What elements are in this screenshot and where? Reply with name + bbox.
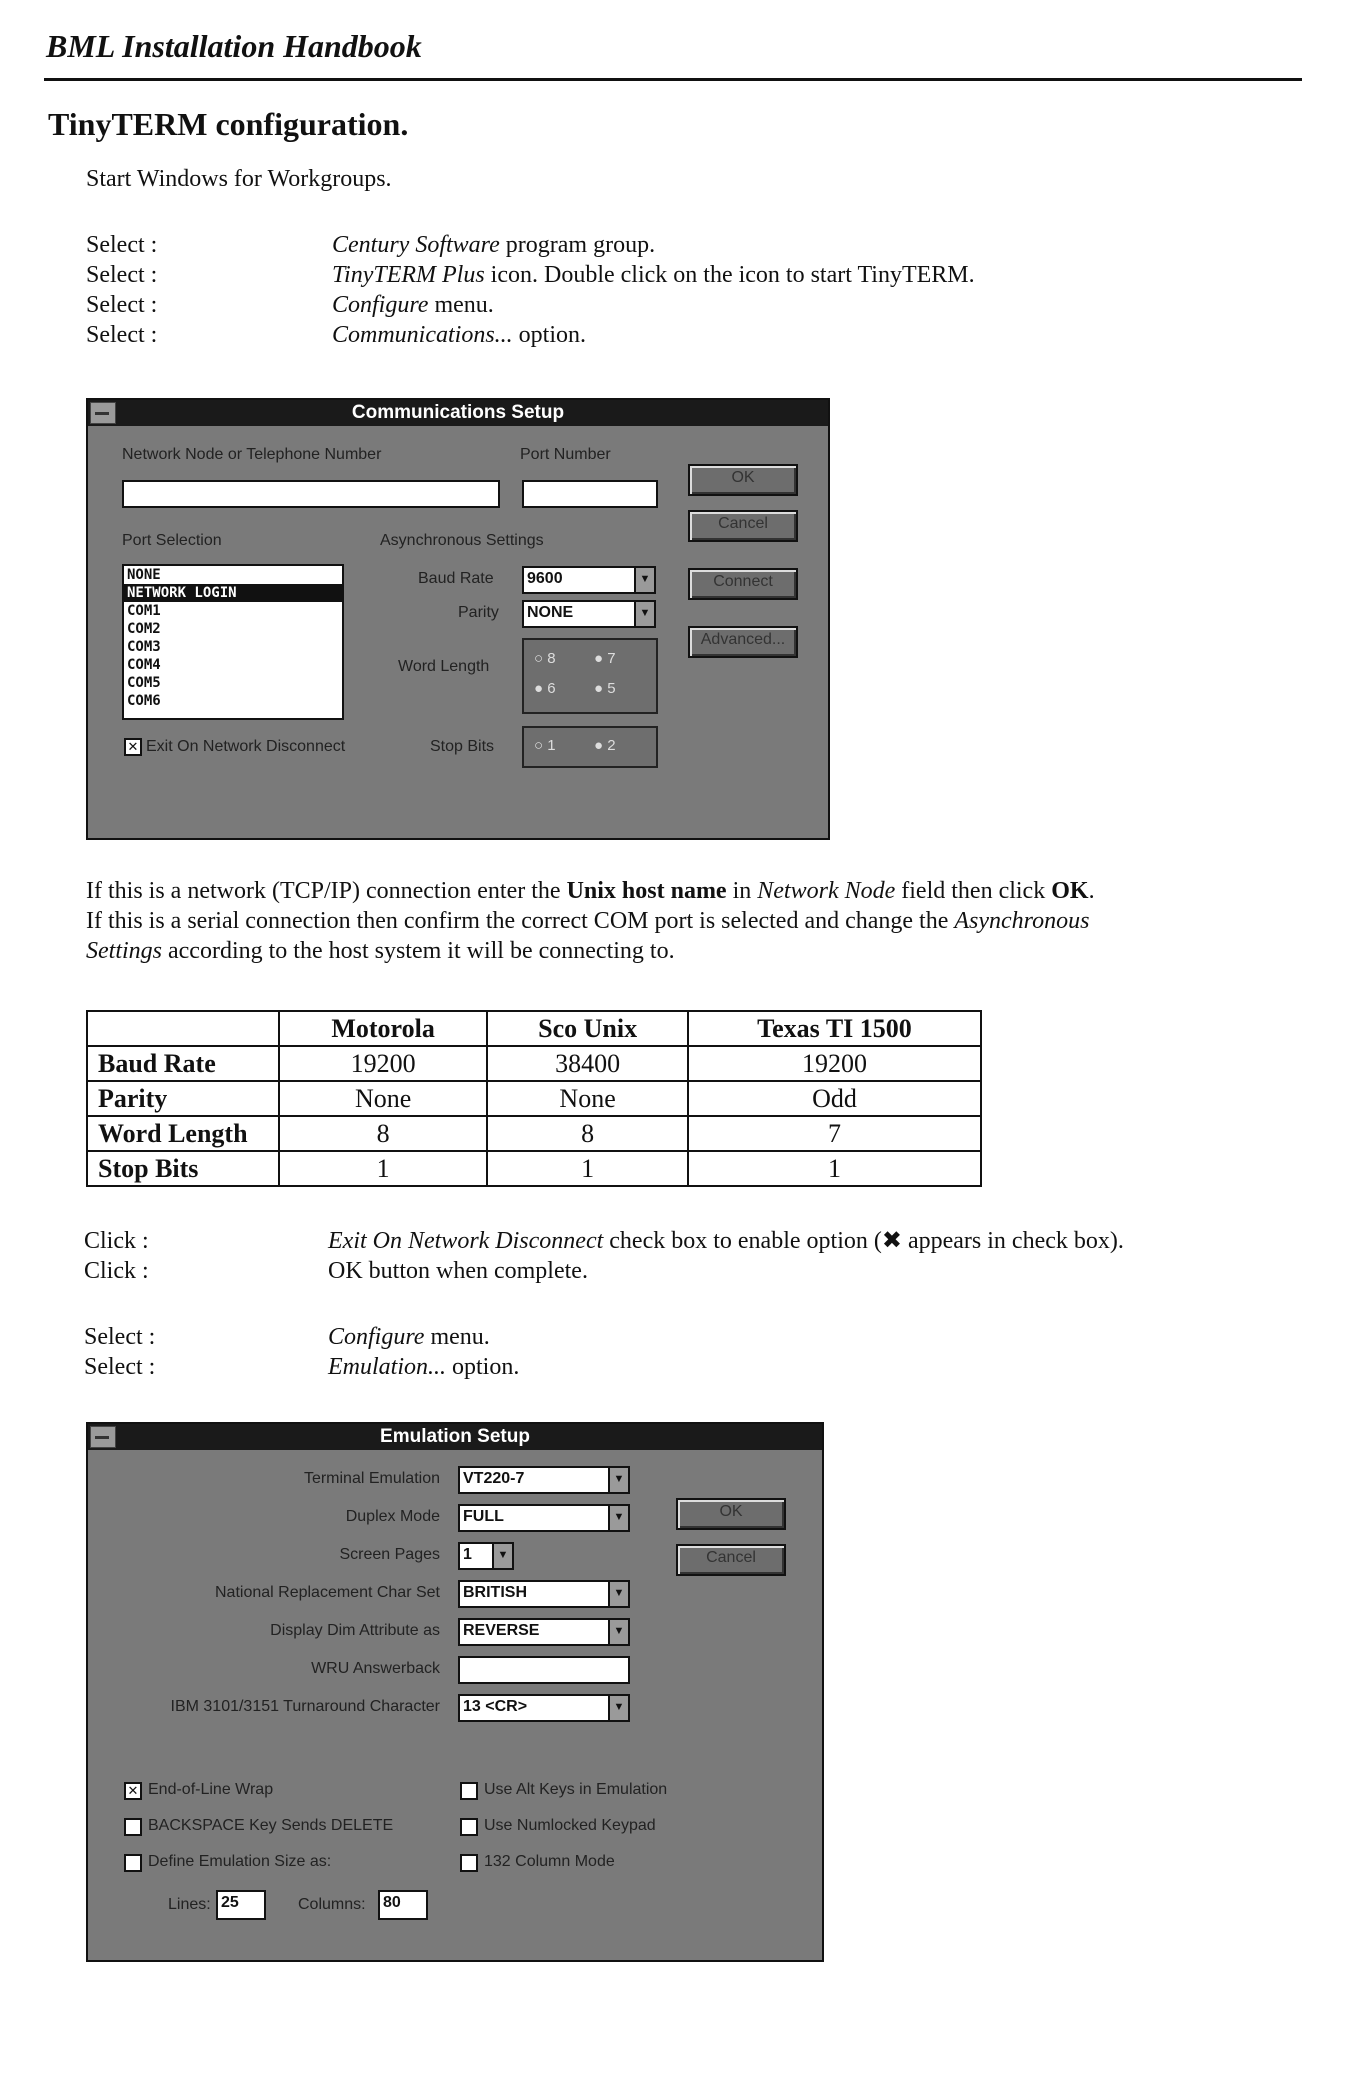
duplex-mode-label: Duplex Mode bbox=[345, 1508, 440, 1525]
national-char-set-select[interactable]: BRITISH ▼ bbox=[458, 1580, 630, 1608]
wru-answerback-label: WRU Answerback bbox=[311, 1660, 440, 1677]
step-row: Click : Exit On Network Disconnect check box to enable option (✖ appears in check box). bbox=[84, 1228, 1124, 1254]
numlocked-keypad-checkbox[interactable] bbox=[460, 1818, 478, 1836]
columns-input[interactable]: 80 bbox=[378, 1890, 428, 1920]
port-selection-list[interactable] bbox=[122, 564, 344, 720]
lines-label: Lines: bbox=[168, 1896, 211, 1913]
stop-bits-group bbox=[522, 726, 658, 768]
backspace-delete-label: BACKSPACE Key Sends DELETE bbox=[148, 1817, 394, 1834]
host-settings-table bbox=[86, 1010, 982, 1187]
turnaround-char-select[interactable]: 13 <CR> ▼ bbox=[458, 1694, 630, 1722]
list-item[interactable]: COM1 bbox=[127, 603, 161, 619]
radio-word-6[interactable]: ● 6 bbox=[534, 680, 556, 697]
define-size-label: Define Emulation Size as: bbox=[148, 1853, 332, 1870]
list-item[interactable]: NETWORK LOGIN bbox=[124, 584, 342, 602]
column-mode-label: 132 Column Mode bbox=[484, 1853, 615, 1870]
screen-pages-select[interactable]: 1 ▼ bbox=[458, 1542, 514, 1570]
document-header: BML Installation Handbook bbox=[46, 28, 422, 64]
list-item[interactable]: NONE bbox=[127, 567, 161, 583]
dropdown-arrow-icon[interactable]: ▼ bbox=[608, 1582, 628, 1606]
step-row: Select : Configure menu. bbox=[86, 292, 494, 318]
dropdown-arrow-icon[interactable]: ▼ bbox=[608, 1468, 628, 1492]
baud-rate-label: Baud Rate bbox=[418, 570, 494, 587]
communications-setup-dialog bbox=[86, 398, 830, 840]
table-row: Word Length 8 8 7 bbox=[87, 1116, 981, 1151]
display-dim-select[interactable]: REVERSE ▼ bbox=[458, 1618, 630, 1646]
cancel-button[interactable]: Cancel bbox=[688, 510, 798, 542]
port-number-input[interactable] bbox=[522, 480, 658, 508]
define-size-checkbox[interactable] bbox=[124, 1854, 142, 1872]
display-dim-label: Display Dim Attribute as bbox=[270, 1622, 440, 1639]
column-mode-checkbox[interactable] bbox=[460, 1854, 478, 1872]
system-menu-icon[interactable] bbox=[90, 1426, 116, 1448]
numlocked-keypad-label: Use Numlocked Keypad bbox=[484, 1817, 656, 1834]
advanced-button[interactable]: Advanced... bbox=[688, 626, 798, 658]
dropdown-arrow-icon[interactable]: ▼ bbox=[608, 1506, 628, 1530]
step-row: Click : OK button when complete. bbox=[84, 1258, 588, 1284]
header-rule bbox=[44, 78, 1302, 81]
dropdown-arrow-icon[interactable]: ▼ bbox=[492, 1544, 512, 1568]
columns-label: Columns: bbox=[298, 1896, 366, 1913]
word-length-group bbox=[522, 638, 658, 714]
wru-answerback-input[interactable] bbox=[458, 1656, 630, 1684]
list-item[interactable]: COM3 bbox=[127, 639, 161, 655]
intro-text: Start Windows for Workgroups. bbox=[86, 166, 392, 192]
dropdown-arrow-icon[interactable]: ▼ bbox=[634, 568, 654, 592]
dialog-title: Emulation Setup bbox=[88, 1424, 822, 1450]
stop-bits-label: Stop Bits bbox=[430, 738, 495, 755]
port-selection-label: Port Selection bbox=[122, 532, 222, 549]
section-heading: TinyTERM configuration. bbox=[48, 106, 409, 142]
steps-list-3 bbox=[84, 1322, 519, 1382]
emulation-setup-dialog bbox=[86, 1422, 824, 1962]
parity-label: Parity bbox=[458, 604, 499, 621]
alt-keys-label: Use Alt Keys in Emulation bbox=[484, 1781, 668, 1798]
network-node-input[interactable] bbox=[122, 480, 500, 508]
radio-word-5[interactable]: ● 5 bbox=[594, 680, 616, 697]
dropdown-arrow-icon[interactable]: ▼ bbox=[608, 1696, 628, 1720]
node-label: Network Node or Telephone Number bbox=[122, 446, 382, 463]
list-item[interactable]: COM6 bbox=[127, 693, 161, 709]
duplex-mode-select[interactable]: FULL ▼ bbox=[458, 1504, 630, 1532]
system-menu-icon[interactable] bbox=[90, 402, 116, 424]
exit-on-disconnect-label: Exit On Network Disconnect bbox=[146, 738, 346, 755]
screen-pages-label: Screen Pages bbox=[339, 1546, 440, 1563]
radio-word-7[interactable]: ● 7 bbox=[594, 650, 616, 667]
radio-stop-1[interactable]: ○ 1 bbox=[534, 737, 556, 754]
cancel-button[interactable]: Cancel bbox=[676, 1544, 786, 1576]
terminal-emulation-select[interactable]: VT220-7 ▼ bbox=[458, 1466, 630, 1494]
dropdown-arrow-icon[interactable]: ▼ bbox=[608, 1620, 628, 1644]
word-length-label: Word Length bbox=[398, 658, 490, 675]
baud-rate-select[interactable]: 9600 ▼ bbox=[522, 566, 656, 594]
connect-button[interactable]: Connect bbox=[688, 568, 798, 600]
table-row: Stop Bits 1 1 1 bbox=[87, 1151, 981, 1186]
radio-stop-2[interactable]: ● 2 bbox=[594, 737, 616, 754]
alt-keys-checkbox[interactable] bbox=[460, 1782, 478, 1800]
end-of-line-wrap-label: End-of-Line Wrap bbox=[148, 1781, 274, 1798]
steps-list-2 bbox=[84, 1226, 1124, 1286]
table-row: Parity None None Odd bbox=[87, 1081, 981, 1116]
end-of-line-wrap-checkbox[interactable]: ✕ bbox=[124, 1782, 142, 1800]
async-settings-label: Asynchronous Settings bbox=[380, 532, 544, 549]
step-row: Select : Emulation... option. bbox=[84, 1354, 520, 1380]
national-char-set-label: National Replacement Char Set bbox=[214, 1584, 440, 1601]
parity-select[interactable]: NONE ▼ bbox=[522, 600, 656, 628]
turnaround-char-label: IBM 3101/3151 Turnaround Character bbox=[170, 1698, 440, 1715]
list-item[interactable]: COM2 bbox=[127, 621, 161, 637]
port-number-label: Port Number bbox=[520, 446, 611, 463]
list-item[interactable]: COM5 bbox=[127, 675, 161, 691]
instructions-paragraph: If this is a network (TCP/IP) connection enter the Unix host name in Network Node field then click OK. If this is a serial connection then confirm the correct COM port is selected and change the Asynchronous Settings according to the host system it will be connecting to. bbox=[86, 878, 1095, 964]
table-header-row: Motorola Sco Unix Texas TI 1500 bbox=[87, 1011, 981, 1046]
ok-button[interactable]: OK bbox=[676, 1498, 786, 1530]
terminal-emulation-label: Terminal Emulation bbox=[303, 1470, 440, 1487]
step-row: Select : Communications... option. bbox=[86, 322, 587, 348]
steps-list-1 bbox=[86, 230, 975, 350]
dropdown-arrow-icon[interactable]: ▼ bbox=[634, 602, 654, 626]
exit-on-disconnect-checkbox[interactable]: ✕ bbox=[124, 738, 142, 756]
dialog-title: Communications Setup bbox=[88, 400, 828, 426]
step-row: Select : TinyTERM Plus icon. Double click on the icon to start TinyTERM. bbox=[86, 262, 975, 288]
table-row: Baud Rate 19200 38400 19200 bbox=[87, 1046, 981, 1081]
step-row: Select : Century Software program group. bbox=[86, 232, 656, 258]
step-row: Select : Configure menu. bbox=[84, 1324, 490, 1350]
lines-input[interactable]: 25 bbox=[216, 1890, 266, 1920]
radio-word-8[interactable]: ○ 8 bbox=[534, 650, 556, 667]
backspace-delete-checkbox[interactable] bbox=[124, 1818, 142, 1836]
list-item[interactable]: COM4 bbox=[127, 657, 161, 673]
ok-button[interactable]: OK bbox=[688, 464, 798, 496]
